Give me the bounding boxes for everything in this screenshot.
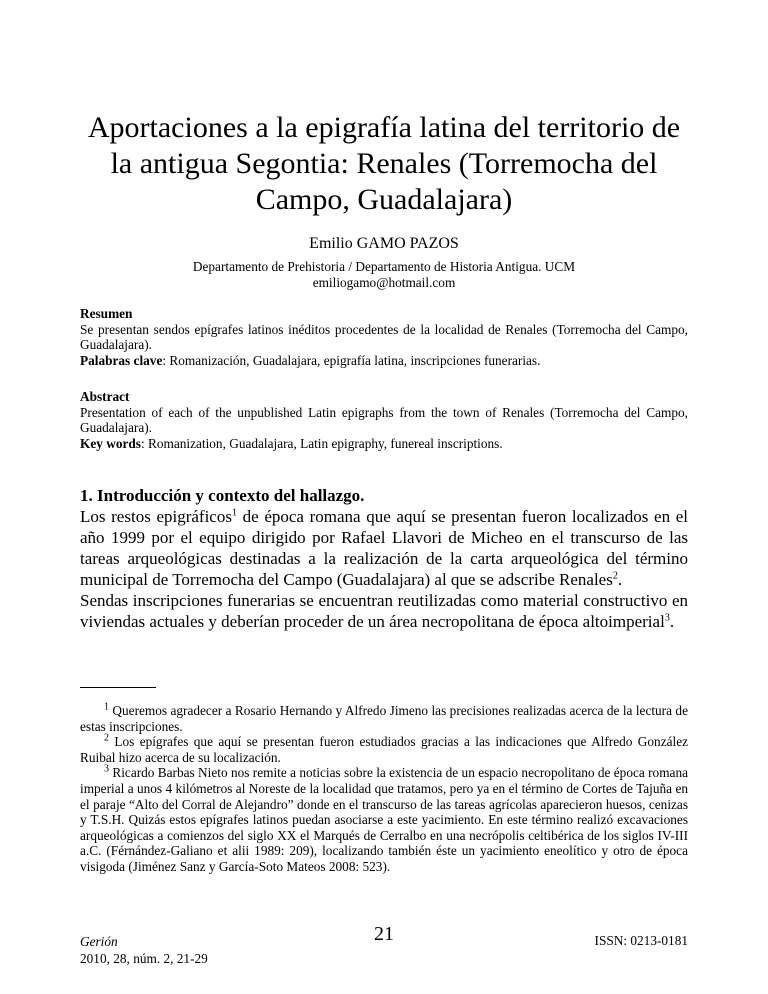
p1-text-a: Los restos epigráficos <box>80 507 232 526</box>
footnote-text: Queremos agradecer a Rosario Hernando y Alfredo Jimeno las precisiones realizadas acerca de la lectura de estas inscripciones. <box>80 703 688 734</box>
footnote-ref-3[interactable]: 3 <box>664 612 670 624</box>
key-words-label: Key words <box>80 435 141 451</box>
footnote-ref-1[interactable]: 1 <box>231 507 237 519</box>
author-affiliation <box>80 259 688 291</box>
affiliation-text: Departamento de Prehistoria / Departamento de Historia Antigua. UCM <box>192 259 576 274</box>
footnote-number: 3 <box>104 763 109 775</box>
palabras-clave-label: Palabras clave <box>80 352 163 368</box>
p2-text-a: Sendas inscripciones funerarias se encuentran reutilizadas como material constructivo en viviendas actuales y deberían proceder de un área necropolitana de época altoimperial <box>80 591 688 631</box>
key-words <box>80 436 688 452</box>
journal-volume: 2010, 28, núm. 2, 21-29 <box>80 951 208 966</box>
footer-citation <box>80 933 208 967</box>
footnote-3 <box>80 765 688 874</box>
author-name: Emilio GAMO PAZOS <box>309 235 459 252</box>
journal-name: Gerión <box>80 934 118 949</box>
introduction-section <box>80 485 688 632</box>
footnote-2 <box>80 734 688 765</box>
resumen-text: Se presentan sendos epígrafes latinos inéditos procedentes de la localidad de Renales (Torremocha del Campo, Guadalajara). <box>80 321 688 352</box>
footnote-1 <box>80 703 688 734</box>
footnote-text: Ricardo Barbas Nieto nos remite a noticias sobre la existencia de un espacio necropolitano de época romana imperial a unos 4 kilómetros al Noreste de la localidad que tratamos, pero ya en el término de Cortes de Tajuña en el paraje “Alto del Corral de Alejandro” donde en el transcurso de las tareas agrícolas aparecieron huesos, cenizas y T.S.H. Quizás estos epígrafes latinos puedan asociarse a este yacimiento. En este término realizó excavaciones arqueológicas a comienzos del siglo XX el Marqués de Cerralbo en una necrópolis celtibérica de los siglos IV-III a.C. (Férnández-Galiano et alii 1989: 209), localizando también éste un yacimiento eneolítico y otro de época visigoda (Jiménez Sanz y García-Soto Mateos 2008: 523). <box>80 765 688 874</box>
palabras-clave <box>80 353 688 369</box>
abstract-block <box>80 389 688 451</box>
section-heading: 1. Introducción y contexto del hallazgo. <box>80 486 365 505</box>
footnote-number: 1 <box>104 701 109 713</box>
key-words-text: : Romanization, Guadalajara, Latin epigraphy, funereal inscriptions. <box>140 435 503 451</box>
footnote-number: 2 <box>104 732 109 744</box>
footnote-separator <box>80 687 156 688</box>
resumen-block <box>80 306 688 368</box>
abstract-heading: Abstract <box>80 389 130 404</box>
page-number: 21 <box>374 923 394 945</box>
p2-text-b: . <box>669 612 675 631</box>
author-email[interactable]: emiliogamo@hotmail.com <box>312 275 456 290</box>
paragraph-2 <box>80 590 688 632</box>
issn: ISSN: 0213-0181 <box>594 933 688 948</box>
footnote-ref-2[interactable]: 2 <box>612 570 618 582</box>
abstract-text: Presentation of each of the unpublished Latin epigraphs from the town of Renales (Torremocha del Campo, Guadalajara). <box>80 404 688 435</box>
footnotes <box>80 703 688 875</box>
resumen-heading: Resumen <box>80 306 133 321</box>
paragraph-1 <box>80 506 688 590</box>
palabras-clave-text: : Romanización, Guadalajara, epigrafía latina, inscripciones funerarias. <box>162 352 541 368</box>
p1-text-c: . <box>617 570 623 589</box>
article-title: Aportaciones a la epigrafía latina del territorio de la antigua Segontia: Renales (Torremocha del Campo, Guadalajara) <box>87 111 681 216</box>
p1-text-b: de época romana que aquí se presentan fueron localizados en el año 1999 por el equipo dirigido por Rafael Llavori de Micheo en el transcurso de las tareas arqueológicas destinadas a la realización de la carta arqueológica del término municipal de Torremocha del Campo (Guadalajara) al que se adscribe Renales <box>80 507 689 589</box>
footnote-text: Los epígrafes que aquí se presentan fueron estudiados gracias a las indicaciones que Alfredo González Ruibal hizo acerca de su localización. <box>80 734 688 765</box>
